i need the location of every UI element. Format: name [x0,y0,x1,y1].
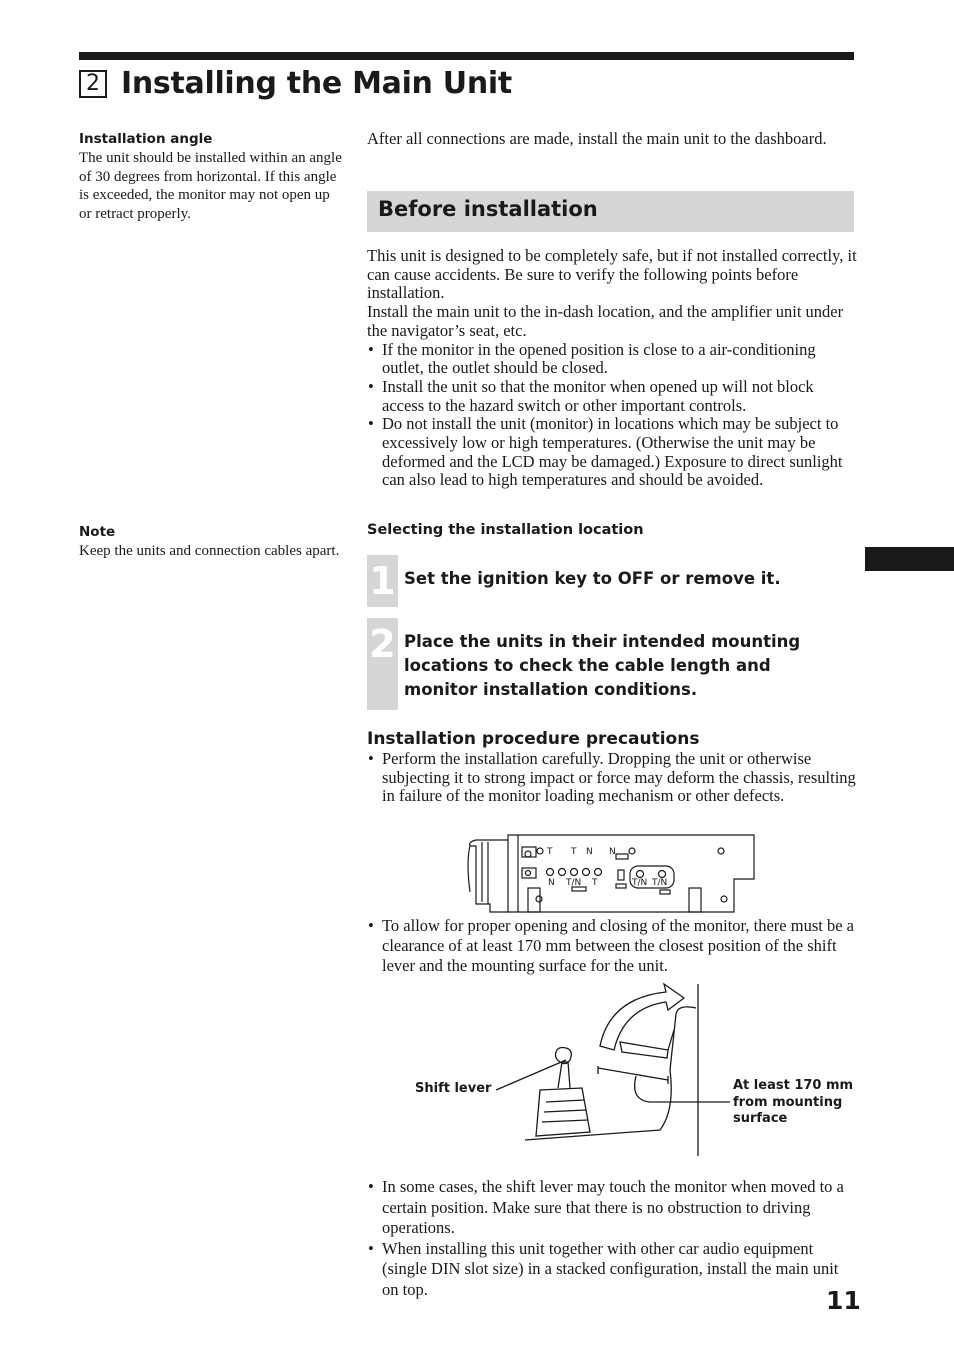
precautions-heading: Installation procedure precautions [367,729,700,749]
step-number: 2 [367,618,398,710]
list-item: • When installing this unit together with other car audio equipment (single DIN slot size) in a stacked configuration, install the main unit on top. [367,1239,857,1301]
step-1 [367,555,854,607]
paragraph: Install the main unit to the in-dash location, and the amplifier unit under the navigator’s seat, etc. [367,302,844,340]
step-2 [367,618,854,710]
sidebar-heading: Installation angle [79,131,213,147]
page-number: 11 [826,1286,861,1315]
step-text: Place the units in their intended mounting locations to check the cable length and monitor installation conditions. [404,632,801,699]
list-item: • Do not install the unit (monitor) in locations which may be subject to excessively low or high temperatures. (Otherwise the unit may be deformed and the LCD may be damaged.) Exposure to direct sunlight can also lead to high temperatures and should be avoided. [367,415,857,490]
note-text: Keep the units and connection cables apart. [79,543,340,559]
list-item: • In some cases, the shift lever may touch the monitor when moved to a certain position. Make sure that there is no obstruction to driving operations. [367,1177,857,1239]
section-number-box: 2 [79,70,107,98]
section-tab-marker [865,547,954,571]
paragraph: This unit is designed to be completely safe, but if not installed correctly, it can cause accidents. Be sure to verify the following points before installation. [367,246,857,303]
sidebar-note [79,524,344,561]
title-row [79,66,512,101]
label-n: N [586,847,593,857]
shift-lever-clearance-figure [470,980,730,1160]
label-tn: T/N [632,878,648,888]
label-n: N [548,878,555,888]
section-band [367,191,854,232]
label-t: T [592,878,598,888]
top-rule [79,52,854,60]
sidebar-text: The unit should be installed within an angle of 30 degrees from horizontal. If this angle is exceeded, the monitor may not open up or retract properly. [79,150,342,223]
subsection-heading: Selecting the installation location [367,522,644,538]
label-tn: T/N [566,878,582,888]
note-heading: Note [79,524,116,540]
label-tn: T/N [652,878,668,888]
list-item: • To allow for proper opening and closing of the monitor, there must be a clearance of at least 170 mm between the closest position of the shift lever and the mounting surface for the unit. [367,916,857,976]
list-item: • Perform the installation carefully. Dropping the unit or otherwise subjecting it to strong impact or force may deform the chassis, resulting in failure of the monitor loading mechanism or other defects. [367,750,857,806]
list-item: • If the monitor in the opened position is close to a air-conditioning outlet, the outlet should be closed. [367,341,857,378]
intro-paragraph: After all connections are made, install the main unit to the dashboard. [367,129,827,148]
section-heading: Before installation [378,197,598,221]
precaution-bullet-1 [367,750,857,806]
step-number: 1 [367,555,398,607]
unit-side-view-figure [462,832,758,914]
page-title: Installing the Main Unit [121,66,512,101]
shift-lever-label: Shift lever [415,1081,492,1096]
label-t: T [571,847,577,857]
before-installation-body [367,247,857,490]
precaution-bullet-2 [367,916,857,976]
clearance-label: At least 170 mm from mounting surface [733,1078,854,1126]
label-n: N [609,847,616,857]
label-t: T [547,847,553,857]
precaution-bullets-final [367,1177,857,1300]
bullet-list [367,341,857,491]
sidebar-installation-angle [79,131,344,224]
list-item: • Install the unit so that the monitor when opened up will not block access to the hazard switch or other important controls. [367,378,857,415]
step-text: Set the ignition key to OFF or remove it. [404,569,781,588]
